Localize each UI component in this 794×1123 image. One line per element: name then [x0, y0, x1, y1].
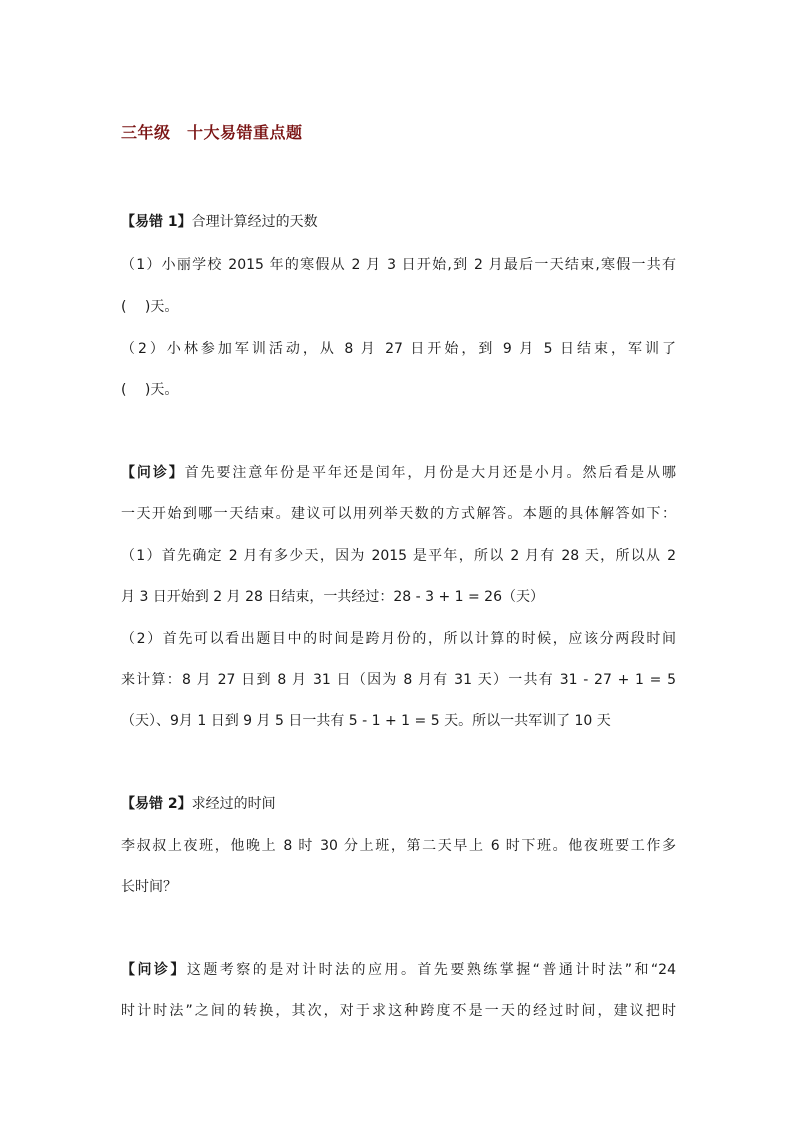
section1-heading: 合理计算经过的天数 [191, 214, 318, 230]
section2-line1: 李叔叔上夜班，他晚上 8 时 30 分上班，第二天早上 6 时下班。他夜班要工作多 [121, 838, 676, 854]
diagnosis1-line2: 一天开始到哪一天结束。建议可以用列举天数的方式解答。本题的具体解答如下： [121, 506, 676, 522]
diagnosis1-line3: （1）首先确定 2 月有多少天，因为 2015 是平年，所以 2 月有 28 天，所以从 2 [121, 548, 676, 564]
q1-line2: ( )天。 [121, 299, 179, 315]
section2-tag: 【易错 2】 [121, 796, 192, 812]
diagnosis2-line2: 时计时法”之间的转换，其次，对于求这种跨度不是一天的经过时间，建议把时 [121, 1003, 676, 1019]
diagnosis1-line1 [121, 463, 676, 483]
diagnosis2-line1 [121, 960, 676, 980]
q1-line1: （1）小丽学校 2015 年的寒假从 2 月 3 日开始,到 2 月最后一天结束,寒假一共有 [121, 257, 676, 273]
diagnosis1-tag: 【问诊】 [121, 465, 185, 481]
diagnosis1-line4: 月 3 日开始到 2 月 28 日结束，一共经过：28 - 3 + 1 = 26（天） [121, 589, 544, 605]
section2-heading: 求经过的时间 [191, 796, 276, 812]
diagnosis1-line5: （2）首先可以看出题目中的时间是跨月份的，所以计算的时候，应该分两段时间 [121, 631, 676, 647]
section1-heading-line [121, 212, 676, 232]
section2-line2: 长时间？ [121, 879, 177, 895]
q2-line2: ( )天。 [121, 382, 179, 398]
q2-line1: （2）小林参加军训活动，从 8 月 27 日开始，到 9 月 5 日结束，军训了 [121, 341, 676, 357]
diagnosis2-text1: 这题考察的是对计时法的应用。首先要熟练掌握“普通计时法”和“24 [186, 962, 676, 978]
diagnosis2-tag: 【问诊】 [121, 962, 187, 978]
page-title: 三年级 十大易错重点题 [121, 123, 303, 142]
diagnosis1-text1: 首先要注意年份是平年还是闰年，月份是大月还是小月。然后看是从哪 [184, 465, 677, 481]
diagnosis1-line6: 来计算：8 月 27 日到 8 月 31 日（因为 8 月有 31 天）一共有 31 - 27 + 1 = 5 [121, 672, 676, 688]
section2-heading-line [121, 794, 676, 814]
section1-tag: 【易错 1】 [121, 214, 192, 230]
diagnosis1-line7: （天）、9月 1 日到 9 月 5 日一共有 5 - 1 + 1 = 5 天。所以一共军训了 10 天 [121, 713, 611, 729]
